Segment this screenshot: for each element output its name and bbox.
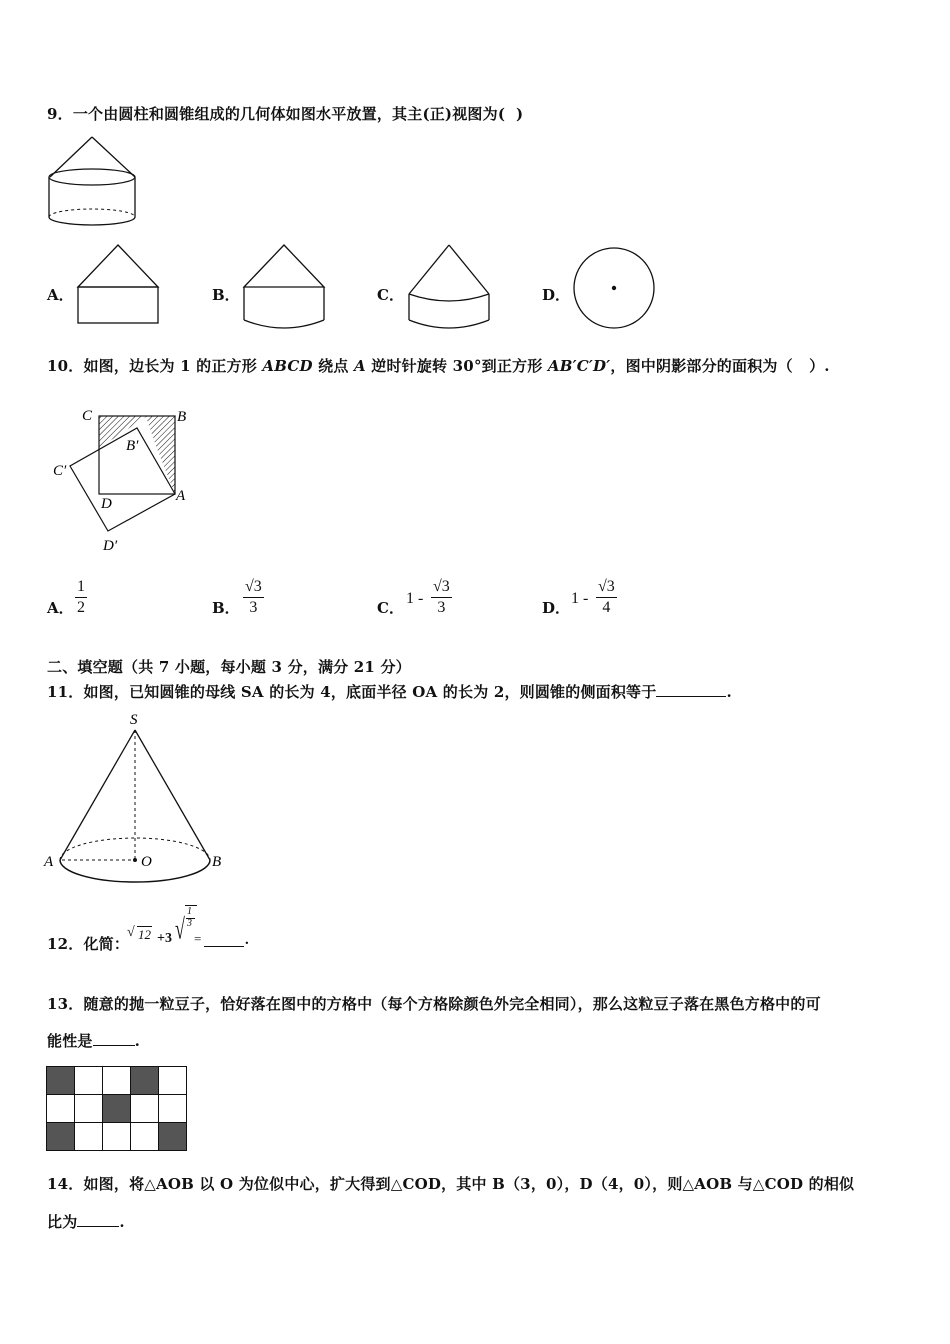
- q12-answer-blank[interactable]: [204, 946, 244, 947]
- q10-option-a-fraction: 1 2: [77, 578, 85, 616]
- q10-option-b-label[interactable]: B．: [212, 599, 240, 617]
- grid-cell-dark: [103, 1095, 131, 1123]
- grid-cell-light: [75, 1123, 103, 1151]
- q10-rotated-square-figure: [50, 405, 200, 555]
- grid-cell-dark: [47, 1123, 75, 1151]
- q9-option-c-label[interactable]: C．: [377, 286, 404, 304]
- q13-line2: 能性是 .: [47, 1032, 141, 1050]
- q10-option-c-prefix: 1 -: [406, 590, 424, 607]
- grid-cell-light: [75, 1067, 103, 1095]
- grid-cell-light: [103, 1067, 131, 1095]
- q9-option-d-figure: [572, 246, 658, 332]
- q10-option-b-fraction: √3 3: [245, 578, 262, 616]
- q10-label-b-prime: B′: [126, 438, 139, 454]
- grid-cell-dark: [131, 1067, 159, 1095]
- grid-cell-light: [131, 1123, 159, 1151]
- q9-option-a-figure: [76, 242, 166, 327]
- q9-solid-figure: [45, 132, 145, 232]
- q11-cone-figure: [42, 712, 232, 887]
- q12-text: 12．化简：: [47, 935, 130, 953]
- q9-option-b-label[interactable]: B．: [212, 286, 240, 304]
- q11-label-a: A: [44, 854, 54, 870]
- q10-label-c: C: [82, 408, 93, 424]
- q13-answer-blank[interactable]: [93, 1045, 135, 1046]
- q10-option-c-fraction: √3 3: [433, 578, 450, 616]
- q10-label-a: A: [176, 488, 186, 504]
- grid-cell-dark: [159, 1123, 187, 1151]
- q9-option-d-label[interactable]: D．: [542, 286, 571, 304]
- q11-label-b: B: [212, 854, 222, 870]
- q9-cone-left-edge: [50, 137, 92, 177]
- grid-cell-light: [159, 1067, 187, 1095]
- grid-cell-light: [131, 1095, 159, 1123]
- q11-label-s: S: [130, 712, 138, 728]
- q9-cone-right-edge: [92, 137, 135, 177]
- q10-text: 10．如图，边长为 1 的正方形 ABCD 绕点 A 逆时针旋转 30°到正方形 AB′C′D′，图中阴影部分的面积为（ ）.: [47, 357, 830, 375]
- q9-cylinder-bottom-front: [49, 217, 135, 225]
- q10-option-d-prefix: 1 -: [571, 590, 589, 607]
- grid-cell-light: [75, 1095, 103, 1123]
- grid-cell-light: [159, 1095, 187, 1123]
- q11-answer-blank[interactable]: [656, 696, 726, 697]
- q10-label-d: D: [101, 496, 112, 512]
- grid-cell-light: [47, 1095, 75, 1123]
- section2-title: 二、填空题（共 7 小题，每小题 3 分，满分 21 分）: [47, 658, 411, 676]
- grid-cell-dark: [47, 1067, 75, 1095]
- q10-option-a-label[interactable]: A．: [47, 599, 74, 617]
- q11-text: 11．如图，已知圆锥的母线 SA 的长为 4，底面半径 OA 的长为 2，则圆锥的侧面积等于 .: [47, 683, 732, 701]
- q9-option-a-label[interactable]: A．: [47, 286, 74, 304]
- q14-line1: 14．如图，将△AOB 以 O 为位似中心，扩大得到△COD，其中 B（3，0），D（4，0），则△AOB 与△COD 的相似: [47, 1175, 855, 1193]
- q10-label-b: B: [177, 409, 187, 425]
- q12-expression: √ 12 +3 √ 1 3 = .: [127, 906, 249, 948]
- q10-option-c-label[interactable]: C．: [377, 599, 404, 617]
- q13-line1: 13．随意的抛一粒豆子，恰好落在图中的方格中（每个方格除颜色外完全相同），那么这粒豆子落在黑色方格中的可: [47, 995, 821, 1013]
- q14-answer-blank[interactable]: [77, 1226, 119, 1227]
- q10-label-c-prime: C′: [53, 463, 67, 479]
- q10-option-d-fraction: √3 4: [598, 578, 615, 616]
- q9-option-b-figure: [242, 242, 332, 334]
- grid-cell-light: [103, 1123, 131, 1151]
- q9-cylinder-top-ellipse: [49, 169, 135, 185]
- q9-text: 9．一个由圆柱和圆锥组成的几何体如图水平放置，其主(正)视图为( ): [47, 105, 524, 123]
- q11-label-o: O: [141, 854, 152, 870]
- q9-cylinder-bottom-back: [49, 209, 135, 217]
- q10-label-d-prime: D′: [103, 538, 118, 554]
- q14-line2: 比为 .: [47, 1213, 125, 1231]
- q13-grid-figure: [46, 1066, 188, 1152]
- q9-option-c-figure: [407, 242, 497, 334]
- q10-option-d-label[interactable]: D．: [542, 599, 571, 617]
